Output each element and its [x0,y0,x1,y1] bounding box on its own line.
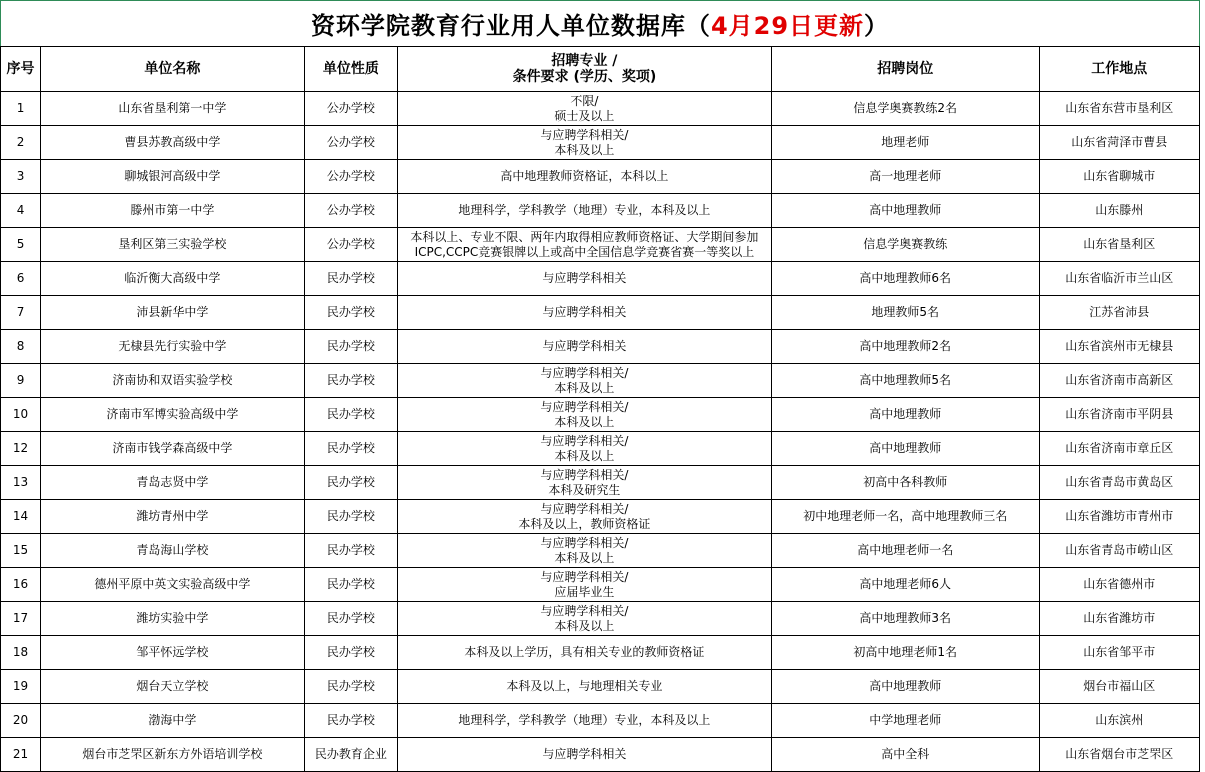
cell-requirements[interactable] [397,466,771,500]
cell-location[interactable]: 山东省烟台市芝罘区 [1039,738,1199,772]
table-row [1,738,1200,772]
cell-location[interactable]: 山东滨州 [1039,704,1199,738]
requirement-line-1: 不限/ [570,93,599,108]
table-row [1,126,1200,160]
requirement-line-2: 本科及以上 [554,142,615,157]
cell-requirements[interactable] [397,296,771,330]
table-row [1,296,1200,330]
requirement-line-1: 与应聘学科相关 [542,747,627,761]
cell-post[interactable]: 高中地理教师2名 [771,330,1039,364]
cell-name[interactable]: 烟台天立学校 [41,670,305,704]
cell-requirements[interactable] [397,670,771,704]
cell-name[interactable]: 邹平怀远学校 [41,636,305,670]
cell-post[interactable]: 高中地理教师 [771,194,1039,228]
cell-no[interactable]: 7 [1,296,41,330]
cell-type[interactable]: 民办学校 [304,398,397,432]
cell-no[interactable]: 13 [1,466,41,500]
cell-name[interactable]: 青岛志贤中学 [41,466,305,500]
cell-location[interactable]: 山东省济南市高新区 [1039,364,1199,398]
cell-name[interactable]: 济南市钱学森高级中学 [41,432,305,466]
cell-requirements[interactable] [397,194,771,228]
cell-post[interactable]: 高中地理教师 [771,398,1039,432]
requirement-line-1: 本科以上、专业不限、两年内取得相应教师资格证、大学期间参加 [410,229,759,244]
cell-name[interactable]: 潍坊青州中学 [41,500,305,534]
header-type[interactable]: 单位性质 [304,47,397,92]
requirement-line-1: 本科及以上学历，具有相关专业的教师资格证 [464,645,705,659]
cell-location[interactable]: 山东省临沂市兰山区 [1039,262,1199,296]
cell-no[interactable]: 19 [1,670,41,704]
cell-no[interactable]: 12 [1,432,41,466]
cell-requirements[interactable] [397,330,771,364]
cell-post[interactable]: 高中地理教师5名 [771,364,1039,398]
cell-location[interactable]: 江苏省沛县 [1039,296,1199,330]
table-row [1,194,1200,228]
cell-name[interactable]: 临沂衡大高级中学 [41,262,305,296]
requirement-line-1: 与应聘学科相关/ [540,399,629,414]
table-row [1,398,1200,432]
cell-location[interactable]: 山东省潍坊市青州市 [1039,500,1199,534]
cell-type[interactable]: 民办学校 [304,670,397,704]
cell-location[interactable]: 烟台市福山区 [1039,670,1199,704]
cell-requirements[interactable] [397,92,771,126]
requirement-line-1: 与应聘学科相关/ [540,603,629,618]
requirement-line-1: 本科及以上，与地理相关专业 [506,679,663,693]
cell-type[interactable]: 民办学校 [304,500,397,534]
requirement-line-1: 与应聘学科相关/ [540,569,629,584]
cell-location[interactable]: 山东省潍坊市 [1039,602,1199,636]
title-close: ） [864,12,890,40]
cell-name[interactable]: 烟台市芝罘区新东方外语培训学校 [41,738,305,772]
cell-post[interactable]: 信息学奥赛教练2名 [771,92,1039,126]
cell-type[interactable]: 民办学校 [304,704,397,738]
cell-name[interactable]: 垦利区第三实验学校 [41,228,305,262]
cell-location[interactable]: 山东省青岛市黄岛区 [1039,466,1199,500]
cell-no[interactable]: 3 [1,160,41,194]
cell-requirements[interactable] [397,568,771,602]
requirement-line-2: 本科及以上 [554,414,615,429]
cell-name[interactable]: 潍坊实验中学 [41,602,305,636]
cell-type[interactable]: 民办学校 [304,568,397,602]
cell-name[interactable]: 渤海中学 [41,704,305,738]
cell-post[interactable]: 地理老师 [771,126,1039,160]
header-no[interactable]: 序号 [1,47,41,92]
cell-name[interactable]: 山东省垦利第一中学 [41,92,305,126]
header-requirements[interactable] [397,47,771,92]
cell-post[interactable]: 高中地理教师3名 [771,602,1039,636]
requirement-line-2: ICPC,CCPC竞赛银牌以上或高中全国信息学竞赛省赛一等奖以上 [414,244,755,259]
cell-post[interactable]: 高中地理老师一名 [771,534,1039,568]
cell-type[interactable]: 公办学校 [304,160,397,194]
table-row [1,228,1200,262]
cell-post[interactable]: 高中地理教师 [771,432,1039,466]
requirement-line-1: 与应聘学科相关/ [540,501,629,516]
cell-name[interactable]: 济南协和双语实验学校 [41,364,305,398]
cell-name[interactable]: 无棣县先行实验中学 [41,330,305,364]
cell-type[interactable]: 公办学校 [304,194,397,228]
title-update-date: 4月29日更新 [710,12,865,40]
requirement-line-1: 与应聘学科相关 [542,305,627,319]
cell-type[interactable]: 民办学校 [304,330,397,364]
table-row [1,500,1200,534]
cell-no[interactable]: 4 [1,194,41,228]
cell-type[interactable]: 民办学校 [304,534,397,568]
table-row [1,466,1200,500]
cell-post[interactable]: 初中地理老师一名，高中地理教师三名 [771,500,1039,534]
cell-name[interactable]: 青岛海山学校 [41,534,305,568]
table-row [1,262,1200,296]
cell-post[interactable]: 初高中各科教师 [771,466,1039,500]
header-name[interactable]: 单位名称 [41,47,305,92]
table-row [1,568,1200,602]
cell-no[interactable]: 17 [1,602,41,636]
cell-requirements[interactable] [397,704,771,738]
requirement-line-2: 应届毕业生 [554,584,615,599]
requirement-line-2: 本科及以上 [554,380,615,395]
cell-type[interactable]: 民办学校 [304,602,397,636]
cell-no[interactable]: 16 [1,568,41,602]
requirement-line-2: 本科及研究生 [548,482,621,497]
cell-type[interactable]: 公办学校 [304,92,397,126]
requirement-line-2: 硕士及以上 [554,108,615,123]
cell-name[interactable]: 沛县新华中学 [41,296,305,330]
cell-location[interactable]: 山东省邹平市 [1039,636,1199,670]
table-row [1,432,1200,466]
cell-no[interactable]: 20 [1,704,41,738]
header-location[interactable]: 工作地点 [1039,47,1199,92]
header-post[interactable]: 招聘岗位 [771,47,1039,92]
cell-name[interactable]: 济南市军博实验高级中学 [41,398,305,432]
cell-no[interactable]: 14 [1,500,41,534]
cell-requirements[interactable] [397,602,771,636]
cell-name[interactable]: 曹县苏教高级中学 [41,126,305,160]
table-row [1,534,1200,568]
cell-no[interactable]: 18 [1,636,41,670]
cell-requirements[interactable] [397,160,771,194]
cell-type[interactable]: 民办学校 [304,364,397,398]
cell-requirements[interactable] [397,500,771,534]
requirement-line-1: 与应聘学科相关/ [540,535,629,550]
header-req-line2: 条件要求 (学历、奖项) [512,69,657,85]
cell-location[interactable]: 山东滕州 [1039,194,1199,228]
requirement-line-1: 地理科学，学科教学（地理）专业，本科及以上 [458,203,711,217]
cell-post[interactable]: 信息学奥赛教练 [771,228,1039,262]
cell-type[interactable]: 民办学校 [304,636,397,670]
cell-no[interactable]: 2 [1,126,41,160]
cell-requirements[interactable] [397,398,771,432]
cell-post[interactable]: 高中地理教师6名 [771,262,1039,296]
cell-no[interactable]: 21 [1,738,41,772]
cell-location[interactable]: 山东省德州市 [1039,568,1199,602]
cell-no[interactable]: 15 [1,534,41,568]
cell-type[interactable]: 民办学校 [304,432,397,466]
cell-type[interactable]: 民办学校 [304,262,397,296]
table-row [1,364,1200,398]
requirement-line-1: 与应聘学科相关/ [540,433,629,448]
requirement-line-1: 地理科学，学科教学（地理）专业，本科及以上 [458,713,711,727]
cell-no[interactable]: 6 [1,262,41,296]
table-row [1,92,1200,126]
cell-requirements[interactable] [397,228,771,262]
cell-no[interactable]: 9 [1,364,41,398]
cell-requirements[interactable] [397,636,771,670]
table-row [1,330,1200,364]
table-body [1,92,1200,772]
cell-name[interactable]: 滕州市第一中学 [41,194,305,228]
cell-requirements[interactable] [397,534,771,568]
cell-requirements[interactable] [397,432,771,466]
cell-no[interactable]: 5 [1,228,41,262]
cell-requirements[interactable] [397,738,771,772]
cell-no[interactable]: 10 [1,398,41,432]
requirement-line-2: 本科及以上，教师资格证 [518,516,651,531]
cell-location[interactable]: 山东省垦利区 [1039,228,1199,262]
requirement-line-2: 本科及以上 [554,448,615,463]
cell-location[interactable]: 山东省滨州市无棣县 [1039,330,1199,364]
cell-no[interactable]: 1 [1,92,41,126]
cell-name[interactable]: 德州平原中英文实验高级中学 [41,568,305,602]
cell-post[interactable]: 高中全科 [771,738,1039,772]
cell-location[interactable]: 山东省济南市章丘区 [1039,432,1199,466]
cell-location[interactable]: 山东省聊城市 [1039,160,1199,194]
cell-requirements[interactable] [397,364,771,398]
header-row [1,47,1200,92]
cell-location[interactable]: 山东省济南市平阴县 [1039,398,1199,432]
cell-name[interactable]: 聊城银河高级中学 [41,160,305,194]
requirement-line-1: 与应聘学科相关/ [540,467,629,482]
cell-post[interactable]: 中学地理老师 [771,704,1039,738]
cell-type[interactable]: 公办学校 [304,126,397,160]
cell-post[interactable]: 初高中地理老师1名 [771,636,1039,670]
cell-type[interactable]: 民办学校 [304,296,397,330]
requirement-line-1: 高中地理教师资格证，本科以上 [500,169,669,183]
employer-table [0,46,1200,772]
requirement-line-1: 与应聘学科相关/ [540,365,629,380]
requirement-line-1: 与应聘学科相关 [542,339,627,353]
sheet-title [0,0,1200,46]
table-row [1,160,1200,194]
requirement-line-2: 本科及以上 [554,618,615,633]
header-req-line1: 招聘专业 / [551,53,618,69]
table-row [1,704,1200,738]
requirement-line-2: 本科及以上 [554,550,615,565]
table-row [1,636,1200,670]
cell-type[interactable]: 公办学校 [304,228,397,262]
cell-requirements[interactable] [397,126,771,160]
cell-no[interactable]: 8 [1,330,41,364]
cell-type[interactable]: 民办学校 [304,466,397,500]
cell-post[interactable]: 高中地理教师 [771,670,1039,704]
cell-type[interactable]: 民办教育企业 [304,738,397,772]
cell-post[interactable]: 地理教师5名 [771,296,1039,330]
cell-post[interactable]: 高一地理老师 [771,160,1039,194]
cell-location[interactable]: 山东省菏泽市曹县 [1039,126,1199,160]
requirement-line-1: 与应聘学科相关/ [540,127,629,142]
cell-post[interactable]: 高中地理老师6人 [771,568,1039,602]
cell-requirements[interactable] [397,262,771,296]
requirement-line-1: 与应聘学科相关 [542,271,627,285]
cell-location[interactable]: 山东省青岛市崂山区 [1039,534,1199,568]
title-main: 资环学院教育行业用人单位数据库（ [310,12,711,40]
table-row [1,602,1200,636]
cell-location[interactable]: 山东省东营市垦利区 [1039,92,1199,126]
table-row [1,670,1200,704]
